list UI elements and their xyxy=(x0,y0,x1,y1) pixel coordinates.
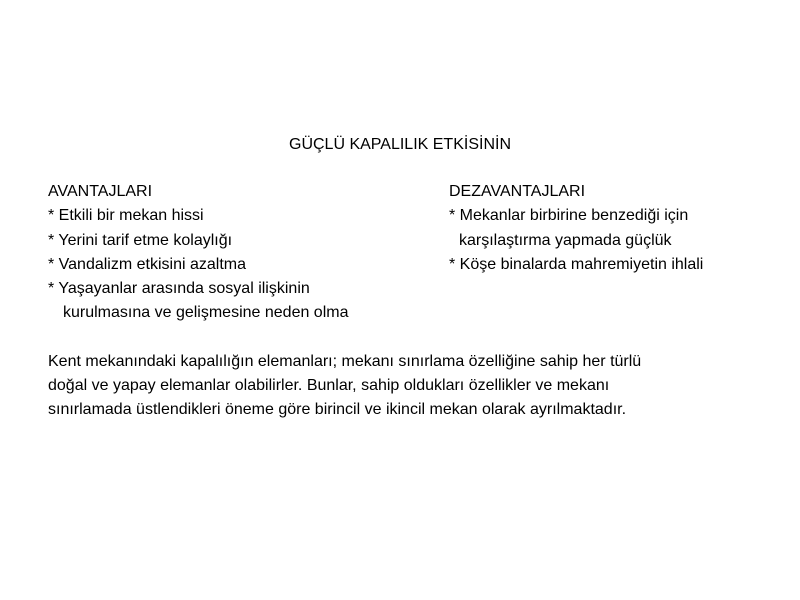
disadvantage-item-continuation: karşılaştırma yapmada güçlük xyxy=(459,232,672,249)
disadvantage-item: * Mekanlar birbirine benzediği için xyxy=(449,207,689,224)
disadvantages-heading: DEZAVANTAJLARI xyxy=(449,183,586,200)
advantage-item: * Yaşayanlar arasında sosyal ilişkinin xyxy=(48,280,310,297)
disadvantage-item: * Köşe binalarda mahremiyetin ihlali xyxy=(449,256,704,273)
advantages-heading: AVANTAJLARI xyxy=(48,183,153,200)
page-title: GÜÇLÜ KAPALILIK ETKİSİNİN xyxy=(289,136,511,153)
advantage-item-continuation: kurulmasına ve gelişmesine neden olma xyxy=(63,304,349,321)
advantage-item: * Etkili bir mekan hissi xyxy=(48,207,204,224)
paragraph-line: sınırlamada üstlendikleri öneme göre birincil ve ikincil mekan olarak ayrılmaktadır. xyxy=(48,401,627,418)
advantage-item: * Vandalizm etkisini azaltma xyxy=(48,256,247,273)
paragraph-line: Kent mekanındaki kapalılığın elemanları; mekanı sınırlama özelliğine sahip her türlü xyxy=(48,353,642,370)
advantage-item: * Yerini tarif etme kolaylığı xyxy=(48,232,233,249)
paragraph-line: doğal ve yapay elemanlar olabilirler. Bunlar, sahip oldukları özellikler ve mekanı xyxy=(48,377,610,394)
